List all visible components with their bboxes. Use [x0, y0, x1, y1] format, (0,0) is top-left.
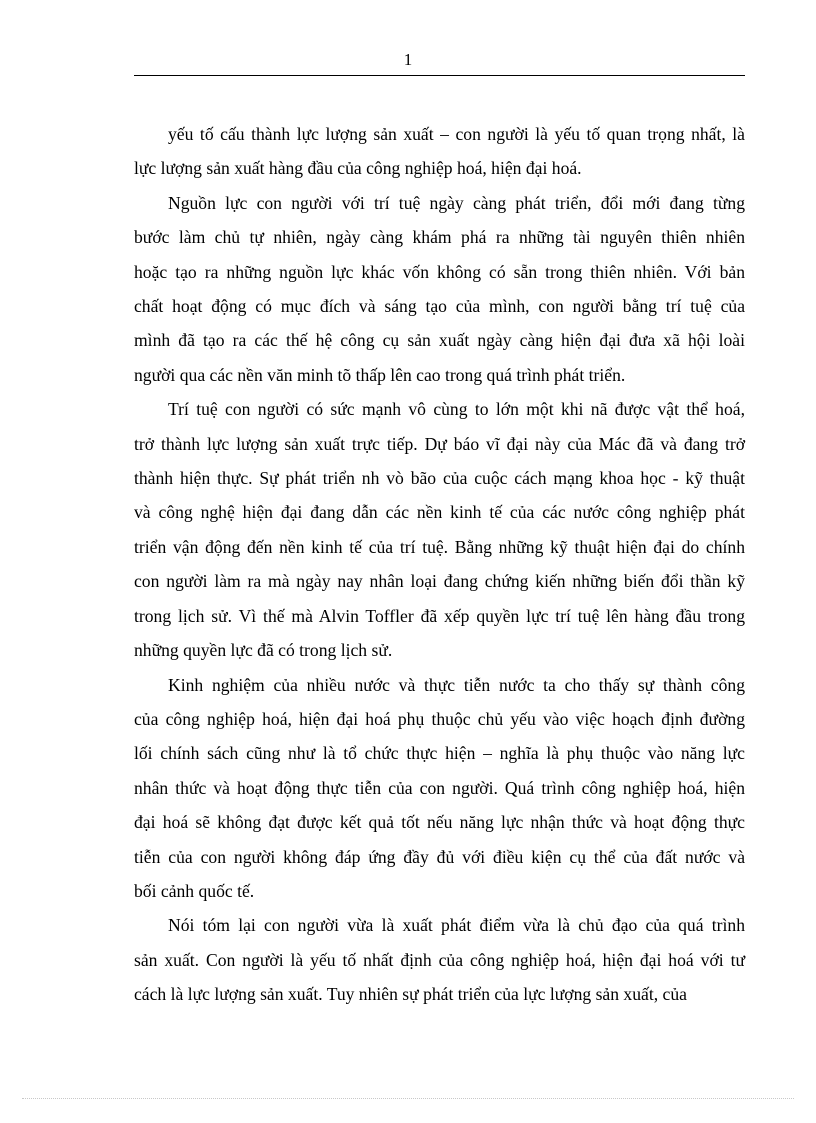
text-line: trong lịch sử. Vì thế mà Alvin Toffler đã xếp quyền lực trí tuệ lên hàng đầu trong: [134, 605, 745, 626]
text-line: và công nghệ hiện đại đang dẫn các nền kinh tế của các nước công nghiệp phát: [134, 502, 745, 523]
paragraph-4: [134, 668, 745, 909]
text-line: con người làm ra mà ngày nay nhân loại đang chứng kiến những biến đổi thần kỹ: [134, 571, 745, 592]
paragraph-3: [134, 392, 745, 667]
page-number: 1: [403, 50, 413, 69]
text-line: Kinh nghiệm của nhiều nước và thực tiễn nước ta cho thấy sự thành công: [168, 674, 745, 695]
text-line: Nguồn lực con người với trí tuệ ngày càng phát triển, đổi mới đang từng: [168, 192, 745, 213]
text-line: hoặc tạo ra những nguồn lực khác vốn không có sẵn trong thiên nhiên. Với bản: [134, 261, 745, 282]
paragraph-1: [134, 117, 745, 186]
text-line: trở thành lực lượng sản xuất trực tiếp. Dự báo vĩ đại này của Mác đã và đang trở: [134, 433, 745, 454]
header-rule: [134, 75, 745, 76]
text-line: mình đã tạo ra các thế hệ công cụ sản xuất ngày càng hiện đại đưa xã hội loài: [134, 330, 745, 351]
text-line: cách là lực lượng sản xuất. Tuy nhiên sự phát triển của lực lượng sản xuất, của: [134, 984, 687, 1005]
text-line: nhân thức và hoạt động thực tiễn của con người. Quá trình công nghiệp hoá, hiện: [134, 777, 745, 798]
text-line: đại hoá sẽ không đạt được kết quả tốt nếu năng lực nhận thức và hoạt động thực: [134, 812, 745, 833]
text-line: Trí tuệ con người có sức mạnh vô cùng to lớn một khi nã được vật thể hoá,: [168, 399, 745, 420]
footer-rule: [22, 1098, 794, 1099]
text-line: lực lượng sản xuất hàng đầu của công nghiệp hoá, hiện đại hoá.: [134, 158, 582, 179]
text-line: người qua các nền văn minh tõ thấp lên cao trong quá trình phát triển.: [134, 364, 626, 385]
paragraph-2: [134, 186, 745, 392]
text-line: tiễn của con người không đáp ứng đầy đủ với điều kiện cụ thể của đất nước và: [134, 846, 745, 867]
text-line: sản xuất. Con người là yếu tố nhất định của công nghiệp hoá, hiện đại hoá với tư: [134, 949, 745, 970]
text-line: triển vận động đến nền kinh tế của trí tuệ. Bằng những kỹ thuật hiện đại do chính: [134, 536, 745, 557]
text-line: bước làm chủ tự nhiên, ngày càng khám phá ra những tài nguyên thiên nhiên: [134, 227, 745, 248]
text-line: chất hoạt động có mục đích và sáng tạo của mình, con người bằng trí tuệ của: [134, 296, 745, 317]
text-line: lối chính sách cũng như là tổ chức thực hiện – nghĩa là phụ thuộc vào năng lực: [134, 743, 745, 764]
text-line: những quyền lực đã có trong lịch sử.: [134, 640, 393, 661]
text-line: yếu tố cấu thành lực lượng sản xuất – con người là yếu tố quan trọng nhất, là: [168, 124, 745, 144]
text-line: Nói tóm lại con người vừa là xuất phát điểm vừa là chủ đạo của quá trình: [168, 915, 745, 936]
text-line: bối cảnh quốc tế.: [134, 880, 255, 901]
text-line: của công nghiệp hoá, hiện đại hoá phụ thuộc chủ yếu vào việc hoạch định đường: [134, 708, 745, 729]
paragraph-5: [134, 908, 745, 1011]
document-body: [134, 117, 745, 1012]
text-line: thành hiện thực. Sự phát triển nh vò bão của cuộc cách mạng khoa học - kỹ thuật: [134, 468, 745, 489]
